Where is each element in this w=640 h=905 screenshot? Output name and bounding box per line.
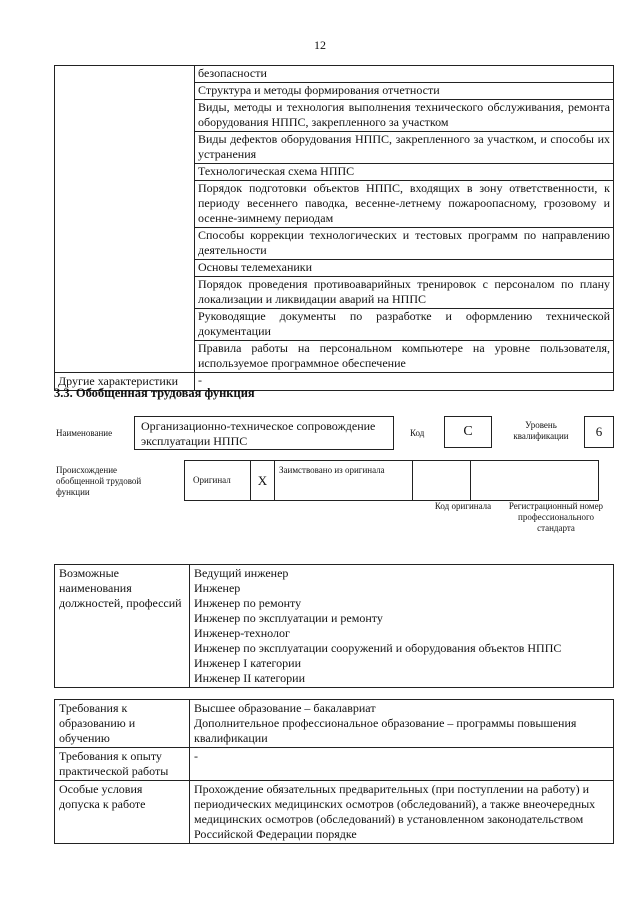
education-values xyxy=(190,700,614,748)
requirements-table xyxy=(54,699,614,844)
name-label: Наименование xyxy=(56,428,113,438)
positions-list xyxy=(190,565,614,688)
page-number: 12 xyxy=(314,38,326,52)
experience-value: - xyxy=(190,748,614,781)
other-characteristics-value: - xyxy=(195,373,614,391)
reg-number-cell xyxy=(471,461,599,501)
position-item: Инженер I категории xyxy=(194,656,301,670)
knowledge-item: безопасности xyxy=(195,66,614,83)
section-title: 3.3. Обобщенная трудовая функция xyxy=(54,386,255,400)
code-original-cell xyxy=(413,461,471,501)
knowledge-table xyxy=(54,65,614,391)
positions-table xyxy=(54,564,614,688)
position-item: Инженер по ремонту xyxy=(194,596,302,610)
education-item: Дополнительное профессиональное образование – программы повышения квалификации xyxy=(194,716,577,745)
knowledge-item: Способы коррекции технологических и тестовых программ по направлению деятельности xyxy=(195,228,614,260)
position-item: Инженер-технолог xyxy=(194,626,290,640)
other-characteristics-label: Другие характеристики xyxy=(55,373,195,391)
knowledge-item: Правила работы на персональном компьютере на уровне пользователя, используемое программное обеспечение xyxy=(195,341,614,373)
knowledge-item: Руководящие документы по разработке и оформлению технической документации xyxy=(195,309,614,341)
knowledge-item: Основы телемеханики xyxy=(195,260,614,277)
position-item: Инженер xyxy=(194,581,241,595)
code-label: Код xyxy=(410,428,425,438)
reg-number-label: Регистрационный номер профессионального стандарта xyxy=(508,501,604,533)
original-mark: X xyxy=(251,461,275,501)
origin-label: Происхождение обобщенной трудовой функции xyxy=(56,465,142,497)
position-item: Инженер по эксплуатации и ремонту xyxy=(194,611,383,625)
experience-label: Требования к опыту практической работы xyxy=(55,748,190,781)
education-item: Высшее образование – бакалавриат xyxy=(194,701,376,715)
code-original-label: Код оригинала xyxy=(434,501,492,511)
special-conditions-value: Прохождение обязательных предварительных (при поступлении на работу) и периодических медицинских осмотров (обследований), а также внеочередных медицинских осмотров (обследований) в установленном законодательством Российской Федерации порядке xyxy=(190,781,614,844)
code-value-box: C xyxy=(444,416,492,448)
special-conditions-label: Особые условия допуска к работе xyxy=(55,781,190,844)
position-item: Инженер по эксплуатации сооружений и оборудования объектов НППС xyxy=(194,641,562,655)
knowledge-label-cell xyxy=(55,66,195,373)
knowledge-item: Порядок подготовки объектов НППС, входящих в зону ответственности, к периоду весеннего паводка, весенне-летнему пожароопасному, грозовому и осенне-зимнему периодам xyxy=(195,181,614,228)
original-label: Оригинал xyxy=(185,461,251,501)
position-item: Ведущий инженер xyxy=(194,566,289,580)
knowledge-item: Виды дефектов оборудования НППС, закрепленного за участком, и способы их устранения xyxy=(195,132,614,164)
knowledge-item: Виды, методы и технология выполнения технического обслуживания, ремонта оборудования НППС, закрепленного за участком xyxy=(195,100,614,132)
knowledge-item: Технологическая схема НППС xyxy=(195,164,614,181)
knowledge-item: Структура и методы формирования отчетности xyxy=(195,83,614,100)
position-item: Инженер II категории xyxy=(194,671,305,685)
origin-table xyxy=(184,460,599,501)
education-label: Требования к образованию и обучению xyxy=(55,700,190,748)
qualification-level-label: Уровень квалификации xyxy=(513,420,569,441)
positions-label: Возможные наименования должностей, профессий xyxy=(55,565,190,688)
name-value-box: Организационно-техническое сопровождение эксплуатации НППС xyxy=(134,416,394,450)
knowledge-item: Порядок проведения противоаварийных тренировок с персоналом по плану локализации и ликвидации аварий на НППС xyxy=(195,277,614,309)
qualification-level-box: 6 xyxy=(584,416,614,448)
borrowed-label: Заимствовано из оригинала xyxy=(275,461,413,501)
